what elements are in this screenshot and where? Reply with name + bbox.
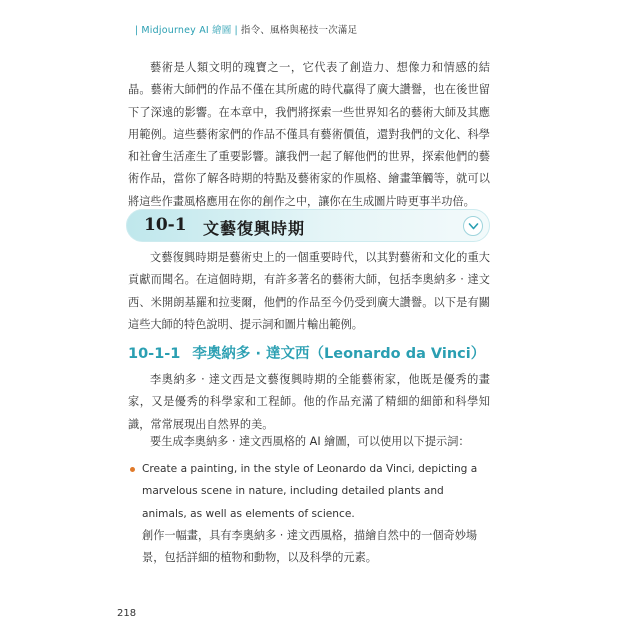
header-separator-left: | <box>135 25 139 36</box>
prompt-bullet <box>128 458 490 569</box>
prompt-lead-section <box>128 431 490 453</box>
davinci-paragraph: 李奧納多 · 達文西是文藝復興時期的全能藝術家，他既是優秀的畫家，又是優秀的科學家和工程師。他的作品充滿了精細的細節和科學知識，常常展現出自然界的美。 <box>128 373 490 431</box>
header-separator: | <box>234 25 238 36</box>
intro-paragraph: 藝術是人類文明的瑰寶之一，它代表了創造力、想像力和情感的結晶。藝術大師們的作品不僅在其所處的時代贏得了廣大讚譽，也在後世留下了深遠的影響。在本章中，我們將探索一些世界知名的藝術大師及其應用範例。這些藝術家們的作品不僅具有藝術價值，還對我們的文化、科學和社會生活產生了重要影響。讓我們一起了解他們的世界，探索他們的藝術作品，當你了解各時期的特點及藝術家的作風格、繪畫筆觸等，就可以將這些作畫風格應用在你的創作之中，讓你在生成圖片時更事半功倍。 <box>128 61 490 208</box>
section-heading-bar <box>126 209 490 242</box>
header-chapter-title: 指令、風格與秘技一次滿足 <box>240 25 358 36</box>
chevron-down-icon <box>463 216 483 236</box>
header-book-title: Midjourney AI 繪圖 <box>141 25 232 36</box>
renaissance-paragraph: 文藝復興時期是藝術史上的一個重要時代，以其對藝術和文化的重大貢獻而聞名。在這個時期，有許多著名的藝術大師，包括李奧納多 · 達文西、米開朗基羅和拉斐爾，他們的作品至今仍受到廣大讚譽。以下是有關這些大師的特色說明、提示詞和圖片輸出範例。 <box>128 251 490 331</box>
davinci-section <box>128 369 490 436</box>
page-number: 218 <box>117 608 137 619</box>
section-number: 10-1 <box>144 215 187 235</box>
prompt-english: Create a painting, in the style of Leonardo da Vinci, depicting a marvelous scene in nature, including detailed plants and animals, as well as elements of science. <box>142 463 478 520</box>
renaissance-section <box>128 247 490 336</box>
prompt-chinese: 創作一幅畫，具有李奧納多 · 達文西風格，描繪自然中的一個奇妙場景，包括詳細的植物和動物，以及科學的元素。 <box>142 528 478 565</box>
prompt-lead-text: 要生成李奧納多 · 達文西風格的 AI 繪圖，可以使用以下提示詞： <box>150 435 470 448</box>
prompt-text <box>142 458 490 569</box>
subsection-heading <box>128 342 485 363</box>
subsection-number: 10-1-1 <box>128 346 181 362</box>
running-header <box>132 22 357 36</box>
subsection-title: 李奧納多 · 達文西（Leonardo da Vinci） <box>192 346 486 362</box>
section-title: 文藝復興時期 <box>203 219 306 238</box>
intro-section <box>128 57 490 213</box>
bullet-dot-icon <box>130 467 135 472</box>
